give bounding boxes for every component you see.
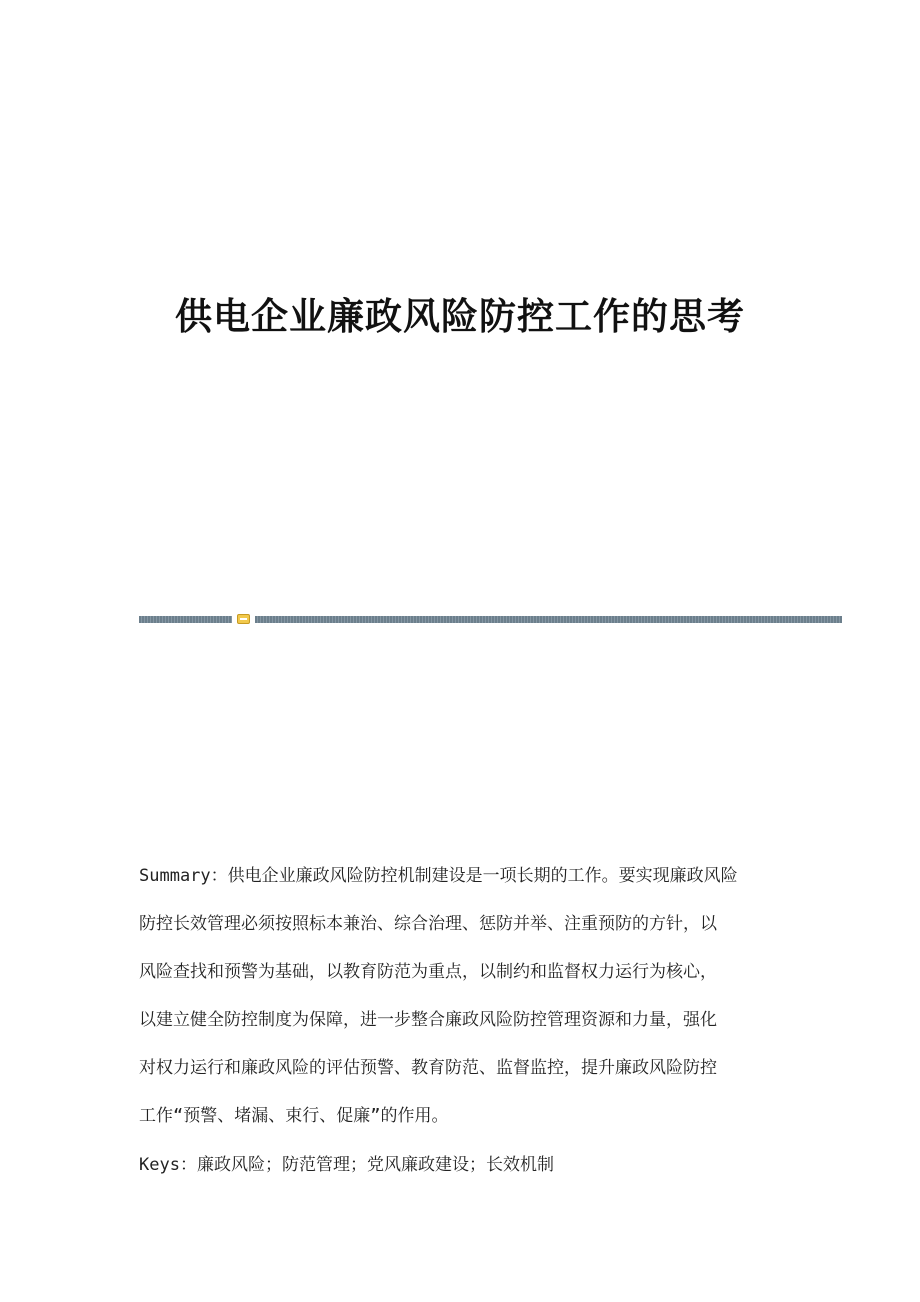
summary-line: 对权力运行和廉政风险的评估预警、教育防范、监督监控，提升廉政风险防控: [139, 1058, 717, 1078]
divider-bar-left: [139, 616, 232, 623]
summary-line: 工作“预警、堵漏、束行、促廉”的作用。: [139, 1106, 449, 1126]
document-title: 供电企业廉政风险防控工作的思考: [175, 293, 745, 338]
summary-paragraph: [139, 852, 784, 1140]
summary-line: 防控长效管理必须按照标本兼治、综合治理、惩防并举、注重预防的方针，以: [139, 914, 717, 934]
keywords-line: Keys：廉政风险；防范管理；党风廉政建设；长效机制: [139, 1155, 554, 1175]
summary-line: 以建立健全防控制度为保障，进一步整合廉政风险防控管理资源和力量，强化: [139, 1010, 717, 1030]
section-divider: [139, 613, 842, 627]
summary-line: 风险查找和预警为基础，以教育防范为重点，以制约和监督权力运行为核心，: [139, 962, 717, 982]
divider-emblem-icon: [237, 614, 250, 624]
divider-bar-right: [255, 616, 842, 623]
summary-line: Summary：供电企业廉政风险防控机制建设是一项长期的工作。要实现廉政风险: [139, 866, 738, 886]
